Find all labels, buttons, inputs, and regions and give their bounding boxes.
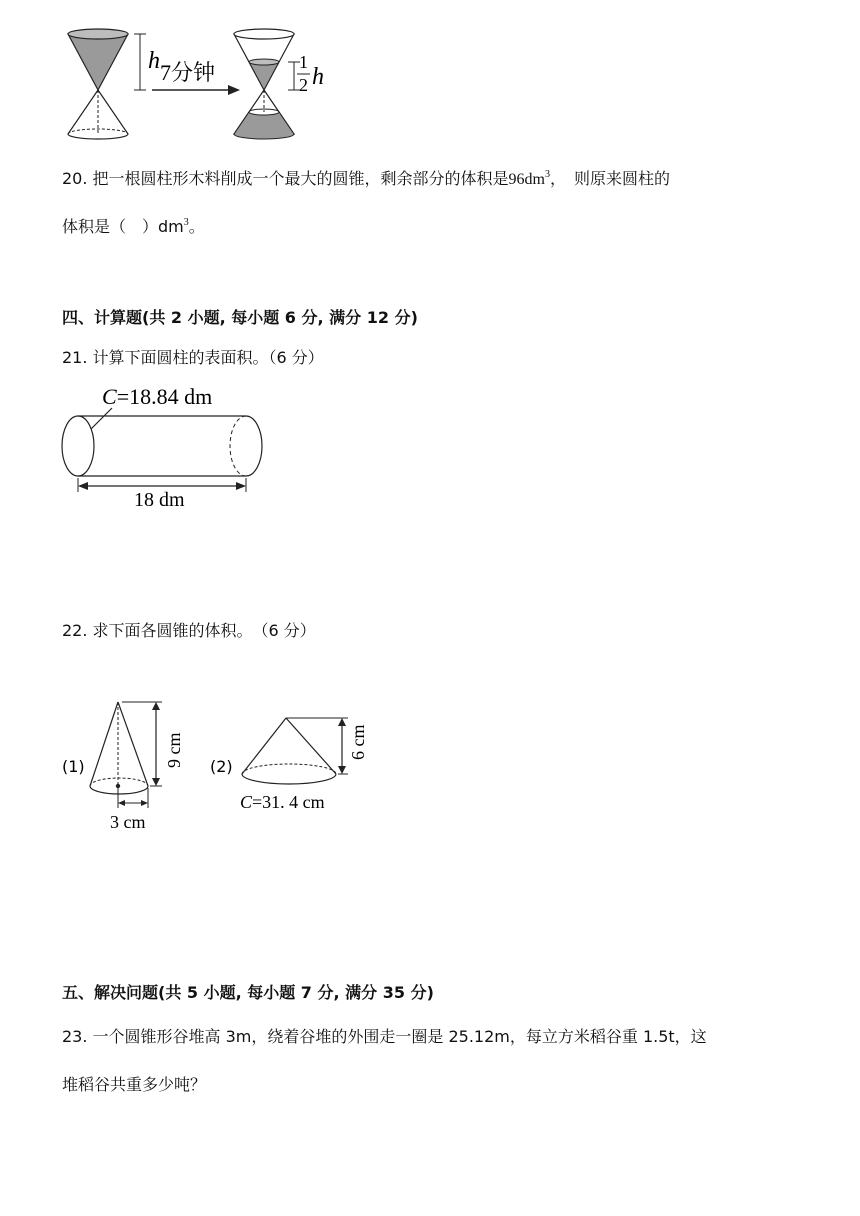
section-4-title: 四、计算题(共 2 小题, 每小题 6 分, 满分 12 分) — [62, 308, 418, 327]
section-5-title: 五、解决问题(共 5 小题, 每小题 7 分, 满分 35 分) — [62, 983, 434, 1002]
half-h-label: h — [312, 64, 324, 90]
cylinder-length-label: 18 dm — [134, 489, 185, 511]
question-20-blank-exp: 3 — [183, 217, 189, 228]
question-23-line1: 23. 一个圆锥形谷堆高 3m，绕着谷堆的外围走一圈是 25.12m，每立方米稻谷重 1.5t，这 — [62, 1027, 707, 1046]
half-denominator: 2 — [299, 75, 308, 95]
cone-1-height-label: 9 cm — [164, 732, 184, 768]
question-20-line2-end: 。 — [188, 217, 205, 236]
half-numerator: 1 — [299, 52, 308, 72]
cone-2-circumference-label: C=31. 4 cm — [240, 792, 325, 812]
cone-1-radius-label: 3 cm — [110, 812, 146, 832]
question-23-line2: 堆稻谷共重多少吨？ — [62, 1075, 207, 1094]
hourglass-figure — [60, 28, 340, 150]
question-21-text: 21. 计算下面圆柱的表面积。（6 分） — [62, 348, 324, 367]
cylinder-circumference-label: C=18.84 dm — [102, 384, 213, 409]
question-20-text: 20. 把一根圆柱形木料削成一个最大的圆锥，剩余部分的体积是 — [62, 169, 509, 188]
question-22-text: 22. 求下面各圆锥的体积。 （6 分） — [62, 621, 316, 640]
cone-1-label: (1) — [62, 757, 85, 776]
question-20-exp: 3 — [545, 169, 550, 180]
cone-2-label: (2) — [210, 757, 233, 776]
question-20-value: 96dm — [508, 171, 545, 188]
question-20-line2 — [62, 216, 205, 238]
cylinder-figure — [58, 382, 268, 512]
hourglass-h-label: h — [148, 48, 160, 74]
question-20-blank-text: 体积是（ ）dm — [62, 217, 184, 236]
hourglass-time-label: 7分钟 — [160, 60, 216, 85]
cones-figure — [58, 690, 378, 840]
question-20-line1 — [62, 168, 670, 191]
question-20-text-end: ， 则原来圆柱的 — [550, 169, 671, 188]
cone-2-height-label: 6 cm — [348, 724, 368, 760]
